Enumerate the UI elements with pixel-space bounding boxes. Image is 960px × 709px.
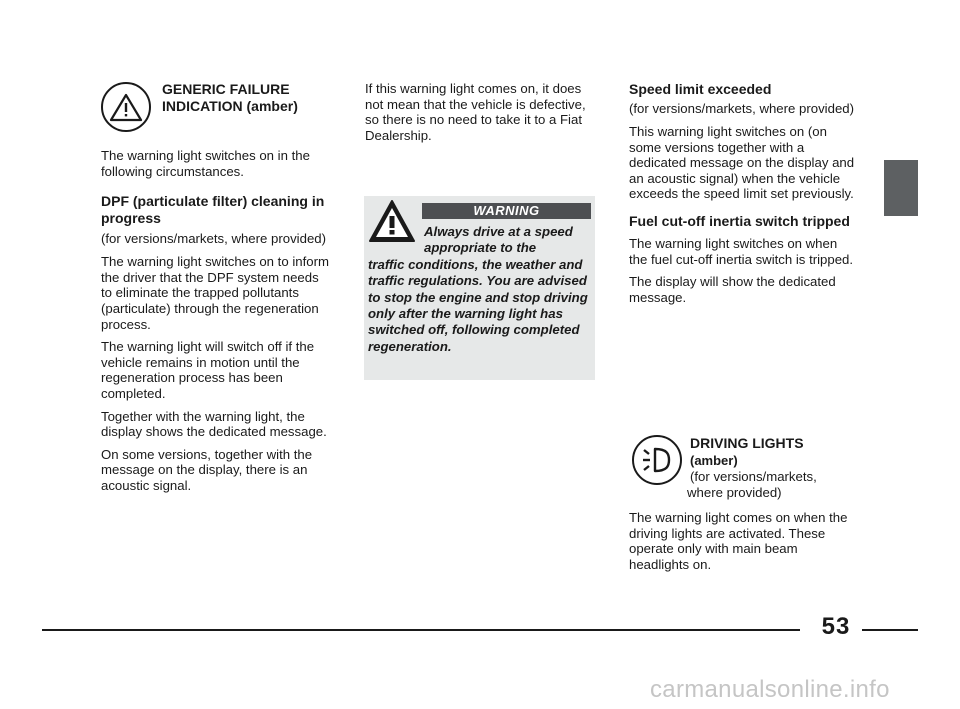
warning-text-line-1: Always drive at a speed [424,224,573,239]
driving-lights-versions-1: (for versions/markets, [690,469,817,484]
heading-line-1: GENERIC FAILURE [162,81,290,97]
driving-lights-title: DRIVING LIGHTS [690,435,804,451]
generic-failure-icon [101,82,151,132]
warning-text-rest: traffic conditions, the weather and traffic regulations. You are advised to stop the engine and stop driving only after the warning light has switched off, following completed regeneration. [368,256,588,354]
speed-limit-versions: (for versions/markets, where provided) [629,101,854,116]
left-column [101,148,333,501]
driving-lights-header [687,435,860,500]
intro-text: The warning light switches on in the following circumstances. [101,148,310,179]
driving-lights-paragraph: The warning light comes on when the driving lights are activated. These operate only with main beam headlights on. [629,510,848,572]
driving-lights-versions-2: where provided) [687,484,782,500]
dpf-paragraph-4: On some versions, together with the message on the display, there is an acoustic signal. [101,446,313,493]
warning-text [368,224,590,355]
right-column [629,81,859,312]
driving-lights-icon [632,435,682,485]
dpf-versions: (for versions/markets, where provided) [101,231,326,247]
fuel-cutoff-paragraph-1: The warning light switches on when the fuel cut-off inertia switch is tripped. [629,235,854,267]
footer-rule-left [42,629,800,631]
dpf-paragraph-1: The warning light switches on to inform the driver that the DPF system needs to eliminate the trapped pollutants (particulate) through the regeneration process. [101,254,329,332]
warning-label: WARNING [422,203,591,219]
driving-lights-body [629,510,859,579]
warning-text-line-2: appropriate to the [424,240,537,256]
dpf-title: DPF (particulate filter) cleaning in progress [101,193,325,227]
fuel-cutoff-paragraph-2: The display will show the dedicated message. [629,274,836,305]
page-number: 53 [821,613,851,640]
driving-lights-color: (amber) [690,453,738,468]
footer-rule-right [862,629,918,631]
speed-limit-paragraph: This warning light switches on (on some versions together with a dedicated message on the display and an acoustic signal) when the vehicle exceeds the speed limit set previously. [629,124,855,202]
generic-failure-heading [162,81,342,115]
fuel-cutoff-title: Fuel cut-off inertia switch tripped [629,212,850,229]
dpf-paragraph-3: Together with the warning light, the display shows the dedicated message. [101,408,327,440]
watermark: carmanualsonline.info [650,676,890,703]
dpf-paragraph-2: The warning light will switch off if the vehicle remains in motion until the regeneration process has been completed. [101,339,315,401]
middle-text: If this warning light comes on, it does not mean that the vehicle is defective, so there is no need to take it to a Fiat Dealership. [365,81,586,143]
speed-limit-title: Speed limit exceeded [629,81,772,97]
middle-column [365,81,587,150]
section-tab [884,160,918,216]
heading-line-2: INDICATION (amber) [162,98,298,114]
